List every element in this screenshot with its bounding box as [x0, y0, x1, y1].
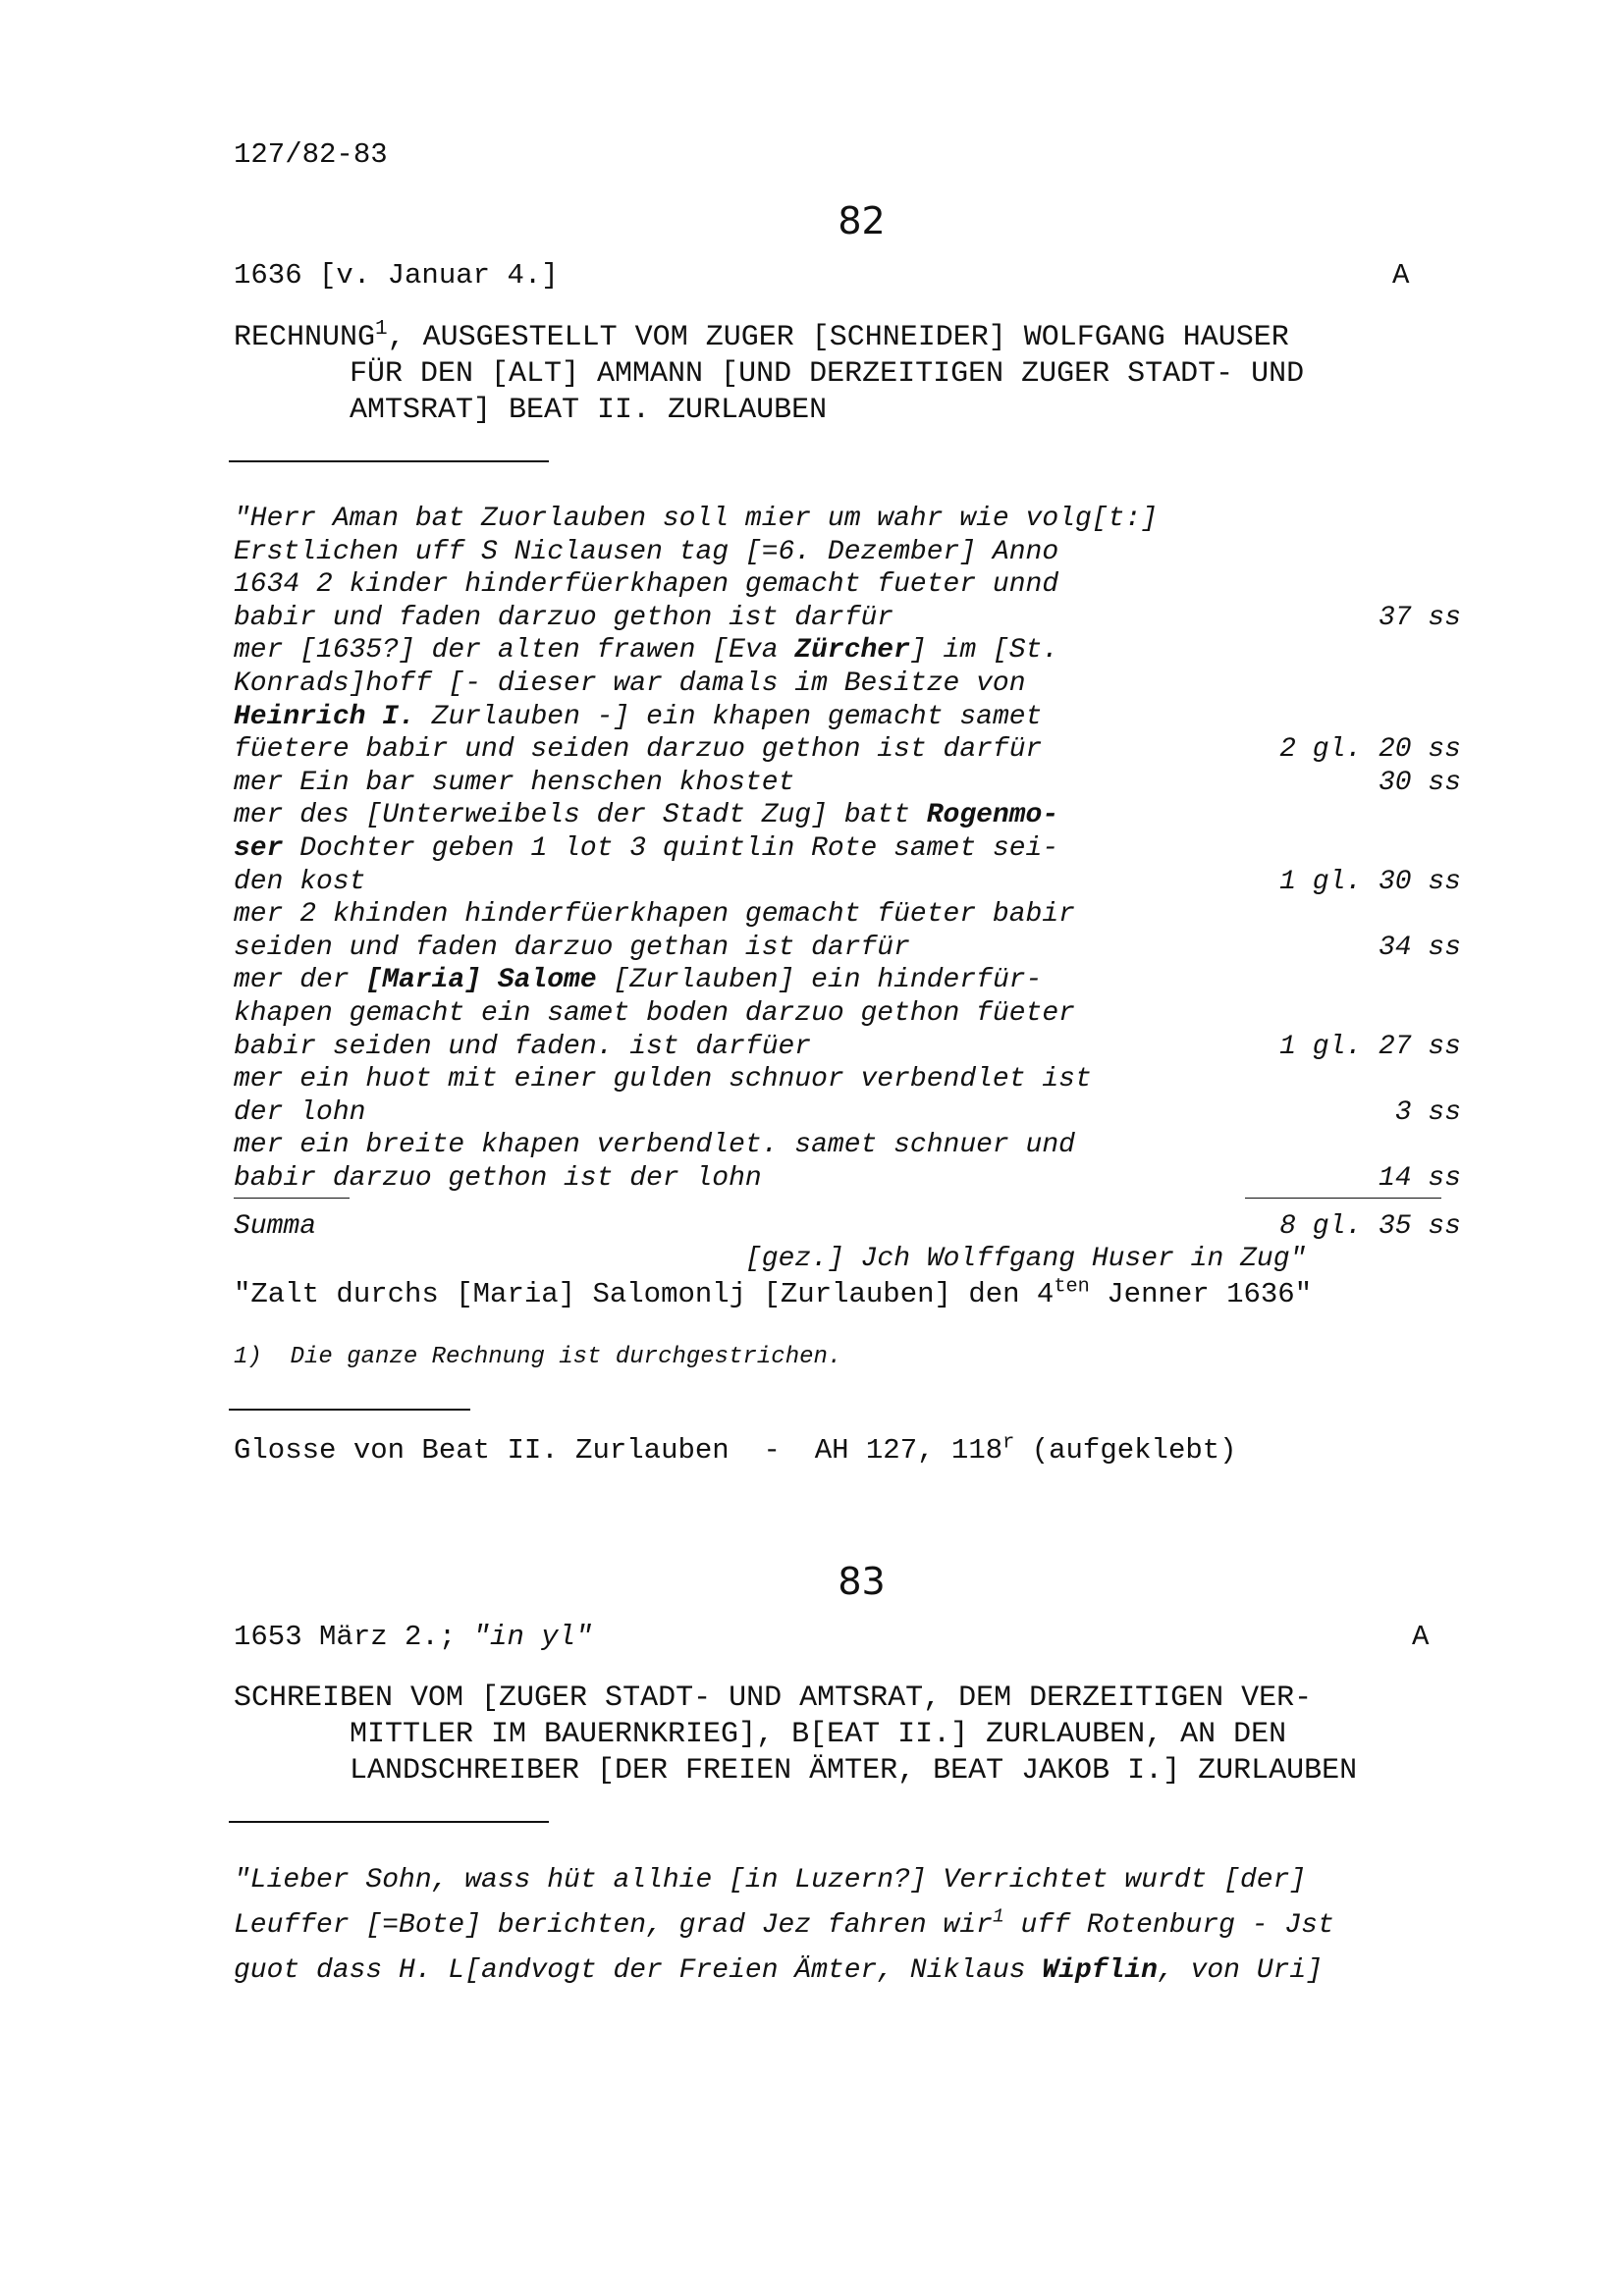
account-line	[234, 603, 893, 633]
document-heading-82-line3: AMTSRAT] BEAT II. ZURLAUBEN	[350, 394, 828, 427]
footnote-marker: 1	[375, 318, 388, 341]
letter-text-line3	[234, 1955, 1323, 1986]
line-amount: 3 ss	[1394, 1096, 1461, 1128]
line-text: babir darzuo gethon ist der lohn	[234, 1163, 762, 1194]
section-divider	[229, 1409, 470, 1411]
document-number-82: 82	[838, 199, 886, 242]
sum-underline	[1245, 1198, 1441, 1199]
letter-text-line2	[234, 1905, 1334, 1941]
document-type-83: A	[1412, 1621, 1430, 1653]
account-line	[234, 1097, 365, 1128]
line-text: Konrads]hoff [- dieser war damals im Besitze von	[234, 668, 1026, 699]
gloss-note	[234, 1431, 1237, 1467]
underline-segment	[234, 1198, 350, 1199]
paid-text: "Zalt durchs [Maria] Salomonlj [Zurlauben] den 4	[234, 1278, 1055, 1310]
account-line	[234, 998, 1075, 1029]
document-heading-82-line2: FÜR DEN [ALT] AMMANN [UND DERZEITIGEN ZUGER STADT- UND	[350, 357, 1305, 391]
paid-note	[234, 1275, 1313, 1310]
gloss-text: (aufgeklebt)	[1014, 1434, 1237, 1467]
account-line	[234, 635, 1058, 666]
line-text: babir seiden und faden. ist darfüer	[234, 1031, 812, 1062]
line-text: mer des [Unterweibels der Stadt Zug] batt	[234, 800, 927, 831]
person-name: Heinrich I.	[234, 701, 415, 732]
account-line	[234, 800, 1058, 830]
line-amount: 2 gl. 20 ss	[1279, 734, 1461, 766]
line-text: ] im [St.	[909, 635, 1059, 667]
account-line	[234, 833, 1058, 864]
line-amount: 30 ss	[1378, 767, 1461, 798]
account-line	[234, 867, 365, 897]
document-heading-83-line2: MITTLER IM BAUERNKRIEG], B[EAT II.] ZURLAUBEN, AN DEN	[350, 1718, 1287, 1751]
line-text: Zurlauben -] ein khapen gemacht samet	[414, 701, 1043, 732]
letter-text: guot dass H. L[andvogt der Freien Ämter, Niklaus	[234, 1955, 1043, 1986]
line-text: mer Ein bar sumer henschen khostet	[234, 767, 795, 798]
line-text: mer der	[234, 965, 366, 996]
account-line	[234, 933, 910, 963]
person-name: Wipflin	[1042, 1955, 1158, 1986]
superscript: ten	[1054, 1275, 1090, 1299]
date-text: 1653 März 2.;	[234, 1621, 473, 1653]
paid-text: Jenner 1636"	[1089, 1278, 1313, 1310]
account-line	[234, 1064, 1092, 1095]
document-date-83	[234, 1621, 592, 1653]
document-heading-83-line3: LANDSCHREIBER [DER FREIEN ÄMTER, BEAT JAKOB I.] ZURLAUBEN	[350, 1754, 1358, 1788]
line-text: seiden und faden darzuo gethan ist darfür	[234, 932, 910, 963]
letter-text: , von Uri]	[1157, 1955, 1323, 1986]
document-number-83: 83	[838, 1560, 886, 1603]
section-divider	[229, 460, 549, 462]
line-text: khapen gemacht ein samet boden darzuo gethon füeter	[234, 998, 1075, 1029]
footnote-marker: 1	[992, 1905, 1004, 1928]
summa-amount: 8 gl. 35 ss	[1279, 1211, 1461, 1242]
summa-label: Summa	[234, 1211, 317, 1242]
account-line	[234, 569, 1058, 600]
account-line	[234, 702, 1042, 732]
letter-text: Leuffer [=Bote] berichten, grad Jez fahren wir	[234, 1910, 993, 1941]
footnote: 1) Die ganze Rechnung ist durchgestrichen.	[234, 1344, 842, 1370]
document-type-82: A	[1392, 259, 1410, 292]
line-text: 1634 2 kinder hinderfüerkhapen gemacht fueter unnd	[234, 569, 1059, 601]
person-name: [Maria] Salome	[365, 965, 597, 996]
line-text: der lohn	[234, 1096, 366, 1128]
line-text: mer 2 khinden hinderfüerkhapen gemacht füeter babir	[234, 899, 1075, 931]
account-line	[234, 537, 1058, 567]
line-text: mer ein huot mit einer gulden schnuor verbendlet ist	[234, 1064, 1092, 1095]
account-line	[234, 1130, 1075, 1160]
heading-text: , AUSGESTELLT VOM ZUGER [SCHNEIDER] WOLFGANG HAUSER	[387, 321, 1289, 354]
line-text: füetere babir und seiden darzuo gethon ist darfür	[234, 734, 1043, 766]
account-line	[234, 1163, 762, 1194]
person-name: Zürcher	[794, 635, 910, 667]
line-text: mer ein breite khapen verbendlet. samet schnuer und	[234, 1130, 1075, 1161]
line-text: den kost	[234, 866, 366, 897]
line-text: Dochter geben 1 lot 3 quintlin Rote samet sei-	[283, 833, 1059, 864]
date-note: "in yl"	[472, 1621, 593, 1653]
superscript: r	[1002, 1431, 1015, 1455]
account-line	[234, 768, 794, 798]
account-line	[234, 965, 1042, 995]
section-divider	[229, 1821, 549, 1823]
account-line	[234, 504, 1158, 534]
page-reference: 127/82-83	[234, 138, 388, 171]
person-name: ser	[234, 833, 284, 864]
line-text: mer [1635?] der alten frawen [Eva	[234, 635, 795, 667]
account-line	[234, 1032, 811, 1062]
line-text: Erstlichen uff S Niclausen tag [=6. Dezember] Anno	[234, 536, 1059, 567]
account-line	[234, 734, 1042, 765]
document-date-82: 1636 [v. Januar 4.]	[234, 259, 559, 292]
line-text: [Zurlauben] ein hinderfür-	[596, 965, 1043, 996]
letter-text-line1: "Lieber Sohn, wass hüt allhie [in Luzern?] Verrichtet wurdt [der]	[234, 1865, 1307, 1896]
line-amount: 1 gl. 27 ss	[1279, 1031, 1461, 1062]
line-text: babir und faden darzuo gethon ist darfür	[234, 602, 894, 633]
person-name: Rogenmo-	[926, 800, 1059, 831]
signature: [gez.] Jch Wolffgang Huser in Zug"	[745, 1244, 1307, 1274]
line-text: "Herr Aman bat Zuorlauben soll mier um wahr wie volg[t:]	[234, 504, 1158, 534]
line-amount: 34 ss	[1378, 932, 1461, 963]
document-heading-83-line1: SCHREIBEN VOM [ZUGER STADT- UND AMTSRAT, DEM DERZEITIGEN VER-	[234, 1682, 1313, 1715]
letter-text: uff Rotenburg - Jst	[1003, 1910, 1334, 1941]
account-line	[234, 899, 1075, 930]
gloss-text: Glosse von Beat II. Zurlauben - AH 127, 118	[234, 1434, 1003, 1467]
account-line	[234, 668, 1026, 699]
heading-text: RECHNUNG	[234, 321, 376, 354]
line-amount: 14 ss	[1378, 1163, 1461, 1194]
line-amount: 37 ss	[1378, 602, 1461, 633]
line-amount: 1 gl. 30 ss	[1279, 866, 1461, 897]
document-heading-82-line1	[234, 320, 1289, 356]
